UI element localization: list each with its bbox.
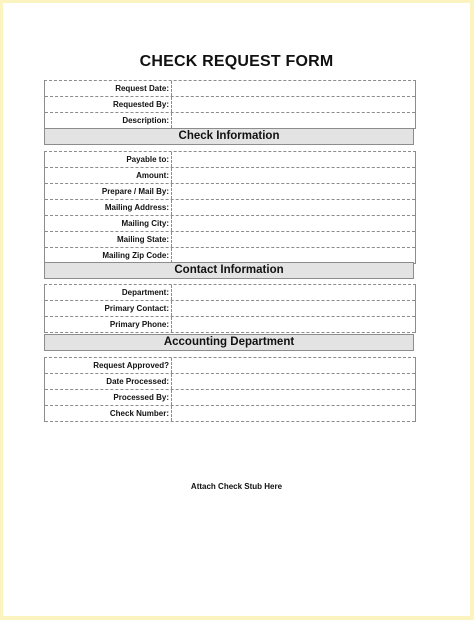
form-row [45,113,415,129]
form-page [3,3,470,616]
processed-by-field[interactable] [172,390,415,405]
form-row [45,374,415,390]
form-row [45,301,415,317]
payable-to-field[interactable] [172,152,415,167]
mailing-address-field[interactable] [172,200,415,215]
field-label-mailing-zip-code: Mailing Zip Code: [45,248,172,263]
field-label-mailing-city: Mailing City: [45,216,172,231]
prepare-mail-by-field[interactable] [172,184,415,199]
form-row [45,216,415,232]
check-number-field[interactable] [172,406,415,421]
form-row [45,390,415,406]
section-header-check-information: Check Information [44,128,414,145]
mailing-city-field[interactable] [172,216,415,231]
field-label-primary-phone: Primary Phone: [45,317,172,332]
form-row [45,168,415,184]
mailing-state-field[interactable] [172,232,415,247]
form-row [45,358,415,374]
request-fields-table [44,80,416,129]
field-label-check-number: Check Number: [45,406,172,421]
requested-by-field[interactable] [172,97,415,112]
form-row [45,285,415,301]
request-approved-field[interactable] [172,358,415,373]
field-label-request-date: Request Date: [45,81,172,96]
description-field[interactable] [172,113,415,128]
form-row [45,200,415,216]
field-label-description: Description: [45,113,172,128]
field-label-date-processed: Date Processed: [45,374,172,389]
form-row [45,97,415,113]
check-information-table [44,151,416,264]
form-row [45,232,415,248]
form-title: CHECK REQUEST FORM [139,53,334,70]
field-label-requested-by: Requested By: [45,97,172,112]
accounting-department-table [44,357,416,422]
date-processed-field[interactable] [172,374,415,389]
department-field[interactable] [172,285,415,300]
primary-phone-field[interactable] [172,317,415,332]
field-label-processed-by: Processed By: [45,390,172,405]
section-header-accounting-department: Accounting Department [44,334,414,351]
field-label-amount: Amount: [45,168,172,183]
field-label-mailing-state: Mailing State: [45,232,172,247]
mailing-zip-code-field[interactable] [172,248,415,263]
form-row [45,317,415,333]
field-label-mailing-address: Mailing Address: [45,200,172,215]
field-label-department: Department: [45,285,172,300]
form-row [45,184,415,200]
check-stub-note: Attach Check Stub Here [190,482,283,491]
form-row [45,406,415,422]
amount-field[interactable] [172,168,415,183]
field-label-primary-contact: Primary Contact: [45,301,172,316]
field-label-request-approved: Request Approved? [45,358,172,373]
contact-information-table [44,284,416,333]
section-header-contact-information: Contact Information [44,262,414,279]
primary-contact-field[interactable] [172,301,415,316]
form-row [45,152,415,168]
form-row [45,81,415,97]
field-label-prepare-mail-by: Prepare / Mail By: [45,184,172,199]
field-label-payable-to: Payable to: [45,152,172,167]
request-date-field[interactable] [172,81,415,96]
